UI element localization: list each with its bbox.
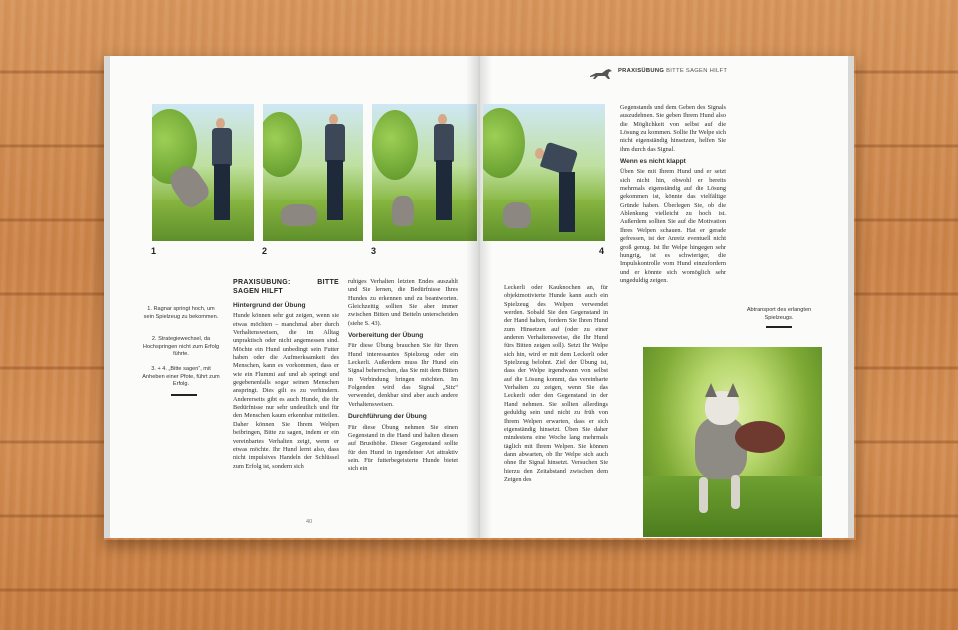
dog-silhouette-icon [588, 65, 614, 84]
puppy-figure [281, 204, 317, 226]
caption-1: 1. Ragnar springt hoch, um sein Spielzeug zu bekommen. [143, 306, 219, 320]
left-text-column-2 [348, 278, 458, 518]
side-caption: Abtransport des erlangten Spielzeugs. [746, 307, 812, 321]
paragraph-signal: Gegenstands und dem Geben des Signals auszudehnen. Sie geben Ihrem Hund also die Möglichkeit von selbst auf die Lösung zu kommen. Sollte Ihr Welpe sich nicht eigenständig hinsetzen, helfen Sie ihm durch das Signal. [620, 104, 726, 153]
running-header-section: PRAXISÜBUNG [618, 68, 665, 74]
puppy-figure [392, 196, 414, 226]
photo-number-2: 2 [262, 246, 268, 256]
paragraph-continuation: ruhiges Verhalten letzten Endes auszahlt und Sie lernen, die Bedürfnisse Ihres Hundes zu erkennen und zu beantworten. Gleichzeitig sollten Sie aber immer zwischen Bitten und Betteln unterscheiden (siehe S. 43). [348, 278, 458, 327]
puppy-figure [503, 202, 531, 228]
paragraph-background: Hunde können sehr gut zeigen, wenn sie etwas möchten – manchmal aber durch Verhaltensweisen, die im Alltag unpraktisch oder nicht angemessen sind. Möchte ein Hund unbedingt sein Futter haben oder die Aufmerksamkeit des Menschen, kann es vorkommen, dass er wie ein Flummi auf und ab springt und gegebenenfalls sogar seinen Menschen anspringt. Dies gilt es zu verhindern. Andererseits gibt es auch Hunde, die ihr Bedürfnisse nur sehr undeutlich und für den Menschen kaum erkennbar mitteilen. Daher können Sie Ihrem Welpen beibringen, Bitte zu sagen, indem er ein vereinbartes Verhalten zeigt, wenn er etwas möchte. Ihr Hund lernt also, dass nicht impulsives Handeln der Schlüssel zum Erfolg ist, sondern sich [233, 312, 339, 470]
paragraph-execution: Für diese Übung nehmen Sie einen Gegenstand in die Hand und halten diesen auf Brusthöhe. Dieser Gegenstand sollte für den Hund in irgendeiner Art attraktiv sein. Für futterbegeisterte Hunde bietet sich ein [348, 423, 458, 473]
right-text-column-1 [504, 284, 608, 524]
subheading-execution: Durchführung der Übung [348, 413, 427, 421]
plush-toy [735, 421, 785, 453]
left-text-column-1 [233, 278, 339, 518]
photo-number-4: 4 [599, 246, 605, 256]
right-text-column-2 [620, 104, 726, 316]
side-caption-divider [766, 326, 792, 328]
caption-3: 3. + 4. „Bitte sagen“, mit Anheben einer Pfote, führt zum Erfolg. [142, 366, 220, 388]
paragraph-preparation: Für diese Übung brauchen Sie für Ihren Hund interessantes Spielzeug oder ein Leckerli. Außerdem muss Ihr Hund ein Signal beherrschen, das Sie mit dem Bitten in Verbindung bringen möchten. Im Folgenden wird das Signal „Sitz“ verwendet, denkbar sind aber auch andere Verhaltensweisen. [348, 342, 458, 408]
photo-2 [263, 104, 363, 241]
subheading-preparation: Vorbereitung der Übung [348, 332, 424, 340]
photo-1 [152, 104, 254, 241]
puppy-with-toy-photo [643, 347, 822, 537]
photo-number-1: 1 [151, 246, 157, 256]
caption-divider [171, 394, 197, 396]
subheading-background: Hintergrund der Übung [233, 302, 306, 309]
photo-3 [372, 104, 477, 241]
photo-number-3: 3 [371, 246, 377, 256]
page-number-left: 40 [306, 519, 313, 525]
exercise-heading: PRAXISÜBUNG: BITTE SAGEN HILFT [233, 279, 339, 295]
running-header [618, 68, 727, 74]
paragraph-execution-continued: Leckerli oder Kauknochen an, für objektmotivierte Hunde kann auch ein Spielzeug des Welpen verwendet werden. Sobald Sie den Gegenstand in der Hand halten, fordern Sie Ihren Hund zum Hinsetzen auf (oder zu einer anderen Verhaltensweise, die Ihr Hund fürs Bitten zeigen soll). Setzt Ihr Welpe sich hin, wird er mit dem Leckerli oder Spielzeug belohnt. Ziel der Übung ist, dass der Welpe irgendwann von selbst auf die Lösung kommt, das vereinbarte Verhalten zu zeigen, wenn Sie das Leckerli oder den Gegenstand in der Hand nehmen. Sie sollten allerdings geduldig sein und nicht zu früh von Ihrem Welpen erwarten, dass er sich eigenständig hinsetzt. Üben Sie daher mindestens eine Woche lang mehrmals täglich mit Ihrem Welpen. Sie können dann abwarten, ob Ihr Welpe sich auch ohne Ihr Signal hinsetzt. Versuchen Sie hierzu den Zeitabstand zwischen dem Zeigen des [504, 284, 608, 483]
photo-4 [483, 104, 605, 241]
subheading-troubleshooting: Wenn es nicht klappt [620, 158, 686, 166]
running-header-title: BITTE SAGEN HILFT [666, 68, 728, 74]
paragraph-troubleshooting: Üben Sie mit Ihrem Hund und er setzt sich nicht hin, obwohl er bereits mehrmals eigenständig auf die Lösung gekommen ist, könnte das vielfältige Gründe haben. Überlegen Sie, ob die Ablenkung vielleicht zu hoch ist. Außerdem sollten Sie auf die Motivation Ihres Welpen schauen. Hat er gerade gefressen, ist der Anreiz eventuell nicht groß genug. Ist Ihr Welpe hingegen sehr hungrig, ist es schwieriger, die Impulskontrolle vom Hund einzufordern und er könnte sich womöglich sehr ungeduldig zeigen. [620, 168, 726, 284]
caption-2: 2. Strategiewechsel, da Hochspringen nicht zum Erfolg führte. [142, 336, 220, 358]
